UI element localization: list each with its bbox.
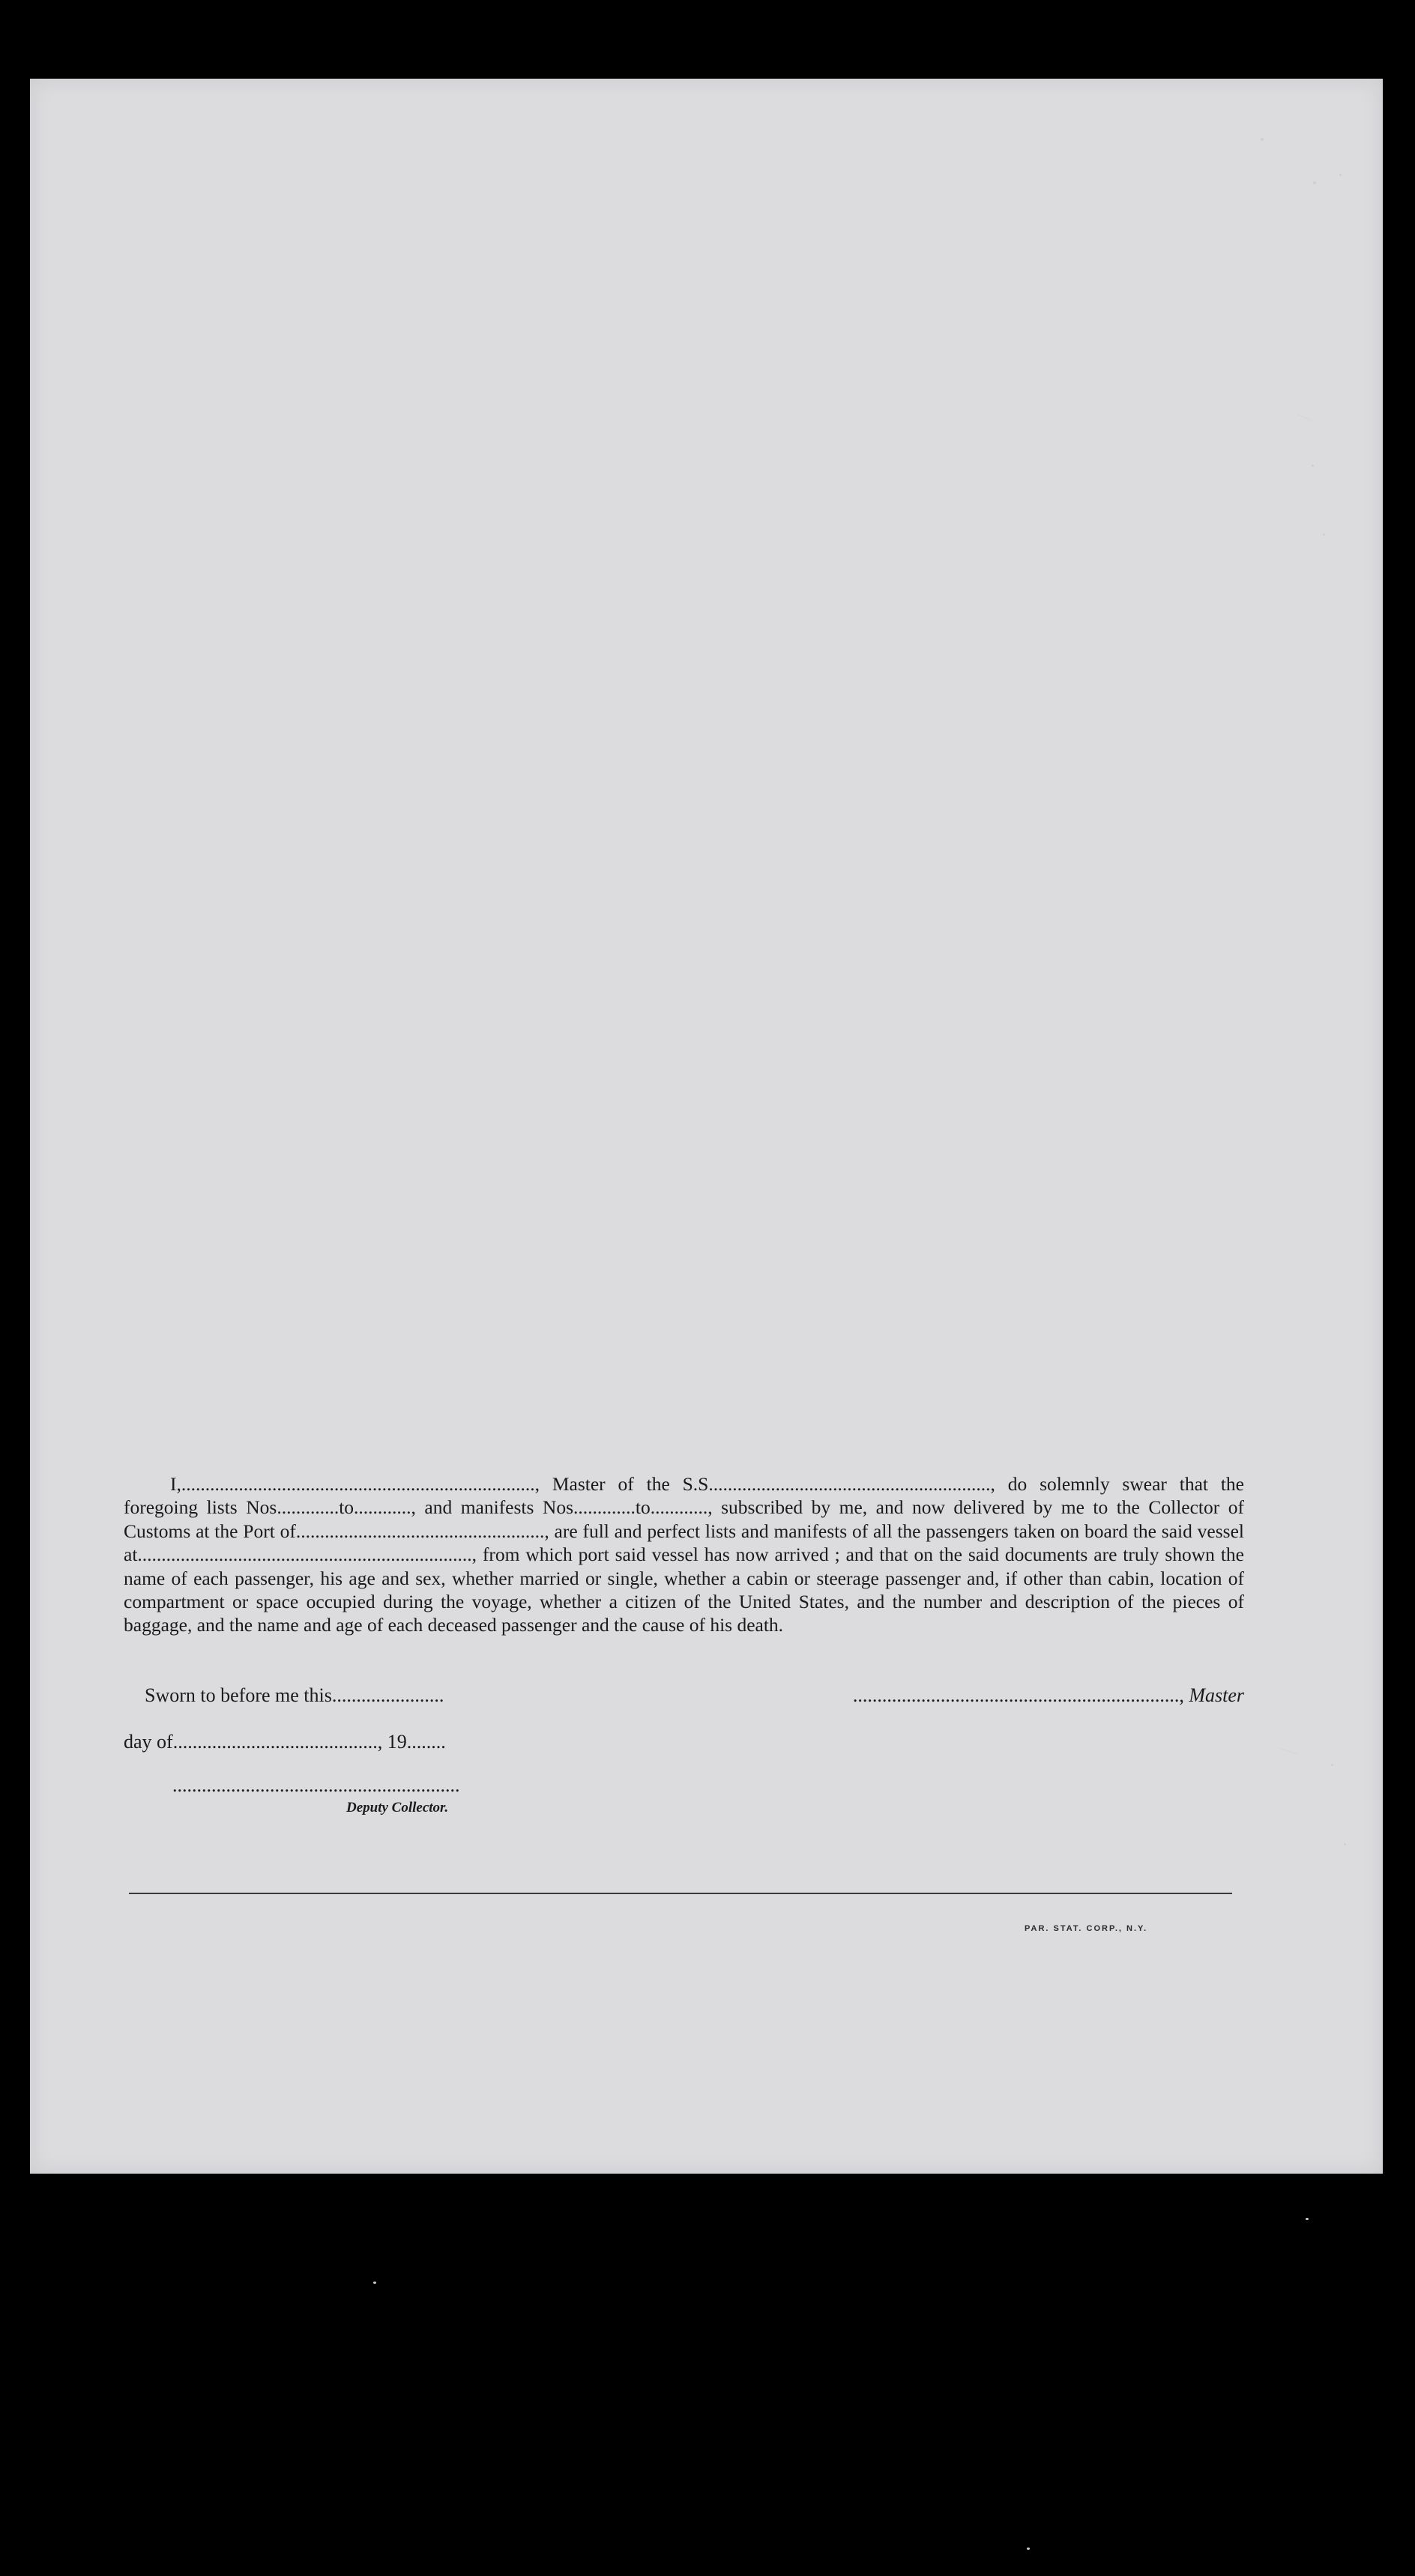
sworn-before-line: Sworn to before me this....................... [145, 1684, 444, 1706]
scan-speck [1312, 465, 1314, 467]
scan-speck [1313, 181, 1316, 184]
scan-speck [1261, 138, 1264, 141]
scan-speck [1306, 2218, 1309, 2220]
scan-speck [1339, 174, 1342, 176]
deputy-collector-label: Deputy Collector. [346, 1800, 449, 1815]
scan-speck [1027, 2548, 1030, 2550]
master-signature-line [853, 1684, 1244, 1707]
master-signature-dots: ..................................................................., [852, 1684, 1184, 1706]
printer-mark: PAR. STAT. CORP., N.Y. [1025, 1924, 1148, 1933]
day-of-line: day of.........................................., 19........ [124, 1731, 446, 1753]
master-label: Master [1189, 1684, 1244, 1706]
scan-speck [1331, 1764, 1333, 1766]
scan-speck [373, 2282, 376, 2284]
deputy-signature-dots: ........................................................... [172, 1774, 460, 1796]
master-oath-paragraph: I,.........................................................................., Master of the S.S..........................................................., do solemnly swear that the foregoing lists Nos.............to............, and manifests Nos.............to............, subscribed by me, and now delivered by me to the Collector of Customs at the Port of...................................................., are full and perfect lists and manifests of all the passengers taken on board the said vessel at......................................................................, from which port said vessel has now arrived ; and that on the said documents are truly shown the name of each passenger, his age and sex, whether married or single, whether a cabin or steerage passenger and, if other than cabin, location of compartment or space occupied during the voyage, whether a citizen of the United States, and the number and description of the pieces of baggage, and the name and age of each deceased passenger and the cause of his death. [124, 1473, 1244, 1636]
manifest-sheet [30, 79, 1383, 2174]
scan-speck [1323, 533, 1325, 536]
bottom-rule [129, 1893, 1232, 1894]
scan-speck [1344, 1843, 1346, 1845]
